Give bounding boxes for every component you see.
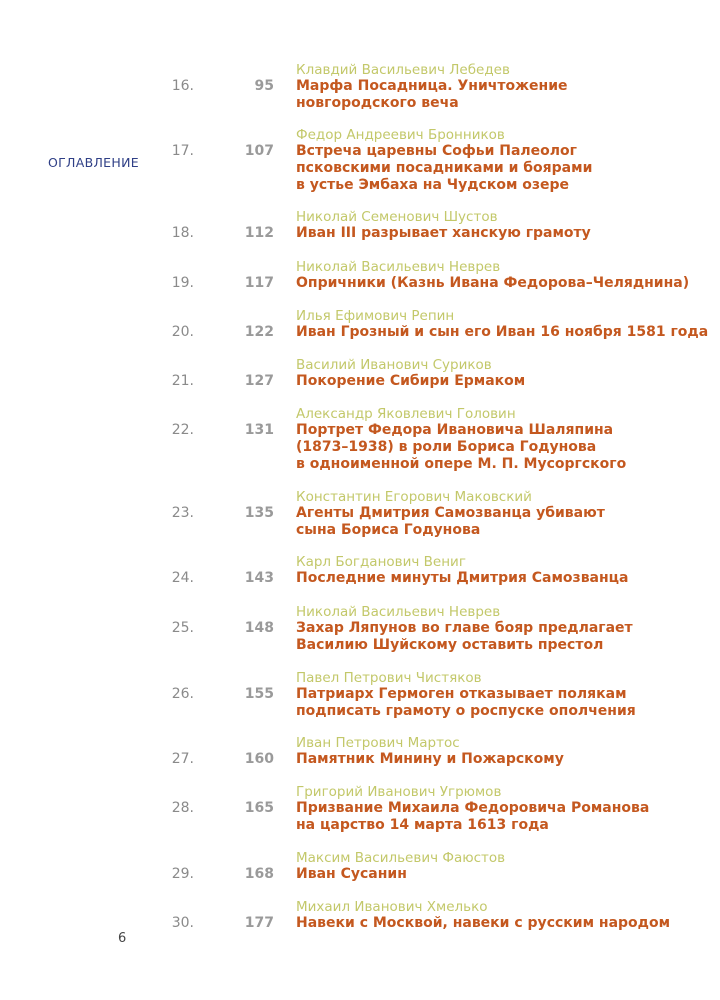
- entry-author: Константин Егорович Маковский: [296, 489, 532, 505]
- entry-title: [296, 78, 716, 112]
- entry-title: [296, 505, 716, 539]
- entry-number: 20.: [171, 324, 194, 340]
- section-label: ОГЛАВЛЕНИЕ: [48, 155, 139, 170]
- entry-title-line: Агенты Дмитрия Самозванца убивают: [296, 505, 605, 521]
- entry-page: 160: [244, 751, 274, 767]
- entry-author: Александр Яковлевич Головин: [296, 406, 516, 422]
- entry-number: 24.: [171, 570, 194, 586]
- entry-title: [296, 275, 716, 292]
- entry-number: 22.: [171, 422, 194, 438]
- entry-title-line: Патриарх Гермоген отказывает полякам: [296, 686, 627, 702]
- entry-title: [296, 686, 716, 720]
- entry-title: [296, 800, 716, 834]
- entry-author: Николай Семенович Шустов: [296, 209, 498, 225]
- entry-number: 25.: [171, 620, 194, 636]
- entry-number: 19.: [171, 275, 194, 291]
- entry-number: 30.: [171, 915, 194, 931]
- entry-page: 135: [244, 505, 274, 521]
- entry-title-line: Иван Грозный и сын его Иван 16 ноября 1581 года: [296, 324, 709, 340]
- toc-entry: [0, 604, 720, 674]
- toc-entry: [0, 62, 720, 132]
- entry-author: Максим Васильевич Фаюстов: [296, 850, 506, 866]
- entry-title: [296, 373, 716, 390]
- entry-page: 148: [244, 620, 274, 636]
- entry-title-line: сына Бориса Годунова: [296, 522, 481, 538]
- entry-title-line: на царство 14 марта 1613 года: [296, 817, 549, 833]
- entry-title-line: Опричники (Казнь Ивана Федорова–Челяднина): [296, 275, 690, 291]
- entry-title-line: в одноименной опере М. П. Мусоргского: [296, 456, 627, 472]
- entry-title-line: Портрет Федора Ивановича Шаляпина: [296, 422, 614, 438]
- entry-author: Федор Андреевич Бронников: [296, 127, 505, 143]
- entry-title-line: Захар Ляпунов во главе бояр предлагает: [296, 620, 633, 636]
- entry-page: 168: [244, 866, 274, 882]
- entry-number: 16.: [171, 78, 194, 94]
- entry-number: 23.: [171, 505, 194, 521]
- toc-entry: [0, 127, 720, 197]
- entry-title-line: (1873–1938) в роли Бориса Годунова: [296, 439, 597, 455]
- entry-author: Николай Васильевич Неврев: [296, 259, 501, 275]
- entry-title: [296, 751, 716, 768]
- entry-title-line: Василию Шуйскому оставить престол: [296, 637, 604, 653]
- entry-author: Михаил Иванович Хмелько: [296, 899, 488, 915]
- entry-title: [296, 620, 716, 654]
- entry-title-line: Навеки с Москвой, навеки с русским народом: [296, 915, 671, 931]
- entry-title: [296, 422, 716, 473]
- entry-author: Павел Петрович Чистяков: [296, 670, 482, 686]
- entry-title-line: Покорение Сибири Ермаком: [296, 373, 526, 389]
- entry-title: [296, 915, 716, 932]
- entry-author: Василий Иванович Суриков: [296, 357, 492, 373]
- entry-author: Илья Ефимович Репин: [296, 308, 455, 324]
- entry-page: 177: [244, 915, 274, 931]
- page-number: 6: [118, 931, 127, 946]
- toc-entry: [0, 670, 720, 740]
- entry-title: [296, 143, 716, 194]
- entry-page: 117: [244, 275, 274, 291]
- entry-author: Николай Васильевич Неврев: [296, 604, 501, 620]
- entry-author: Григорий Иванович Угрюмов: [296, 784, 502, 800]
- entry-title-line: Марфа Посадница. Уничтожение: [296, 78, 568, 94]
- entry-author: Иван Петрович Мартос: [296, 735, 460, 751]
- entry-page: 95: [254, 78, 274, 94]
- entry-title-line: Последние минуты Дмитрия Самозванца: [296, 570, 629, 586]
- entry-title-line: Иван Сусанин: [296, 866, 407, 882]
- entry-number: 18.: [171, 225, 194, 241]
- entry-number: 21.: [171, 373, 194, 389]
- entry-page: 127: [244, 373, 274, 389]
- entry-title-line: Иван III разрывает ханскую грамоту: [296, 225, 591, 241]
- toc-entry: [0, 899, 720, 969]
- entry-title: [296, 324, 716, 341]
- entry-title-line: в устье Эмбаха на Чудском озере: [296, 177, 570, 193]
- entry-number: 26.: [171, 686, 194, 702]
- entry-number: 17.: [171, 143, 194, 159]
- entry-page: 131: [244, 422, 274, 438]
- entry-page: 165: [244, 800, 274, 816]
- entry-title: [296, 570, 716, 587]
- entry-number: 27.: [171, 751, 194, 767]
- entry-title-line: псковскими посадниками и боярами: [296, 160, 593, 176]
- entry-page: 143: [244, 570, 274, 586]
- entry-page: 155: [244, 686, 274, 702]
- entry-page: 107: [244, 143, 274, 159]
- entry-page: 112: [244, 225, 274, 241]
- entry-title-line: Памятник Минину и Пожарскому: [296, 751, 564, 767]
- toc-entry: [0, 406, 720, 476]
- entry-author: Карл Богданович Вениг: [296, 554, 466, 570]
- entry-number: 28.: [171, 800, 194, 816]
- toc-entry: [0, 784, 720, 854]
- entry-title-line: Встреча царевны Софьи Палеолог: [296, 143, 577, 159]
- entry-author: Клавдий Васильевич Лебедев: [296, 62, 510, 78]
- entry-page: 122: [244, 324, 274, 340]
- entry-title-line: Призвание Михаила Федоровича Романова: [296, 800, 650, 816]
- entry-title: [296, 866, 716, 883]
- entry-title: [296, 225, 716, 242]
- entry-title-line: новгородского веча: [296, 95, 459, 111]
- entry-title-line: подписать грамоту о роспуске ополчения: [296, 703, 636, 719]
- toc-entry: [0, 489, 720, 559]
- entry-number: 29.: [171, 866, 194, 882]
